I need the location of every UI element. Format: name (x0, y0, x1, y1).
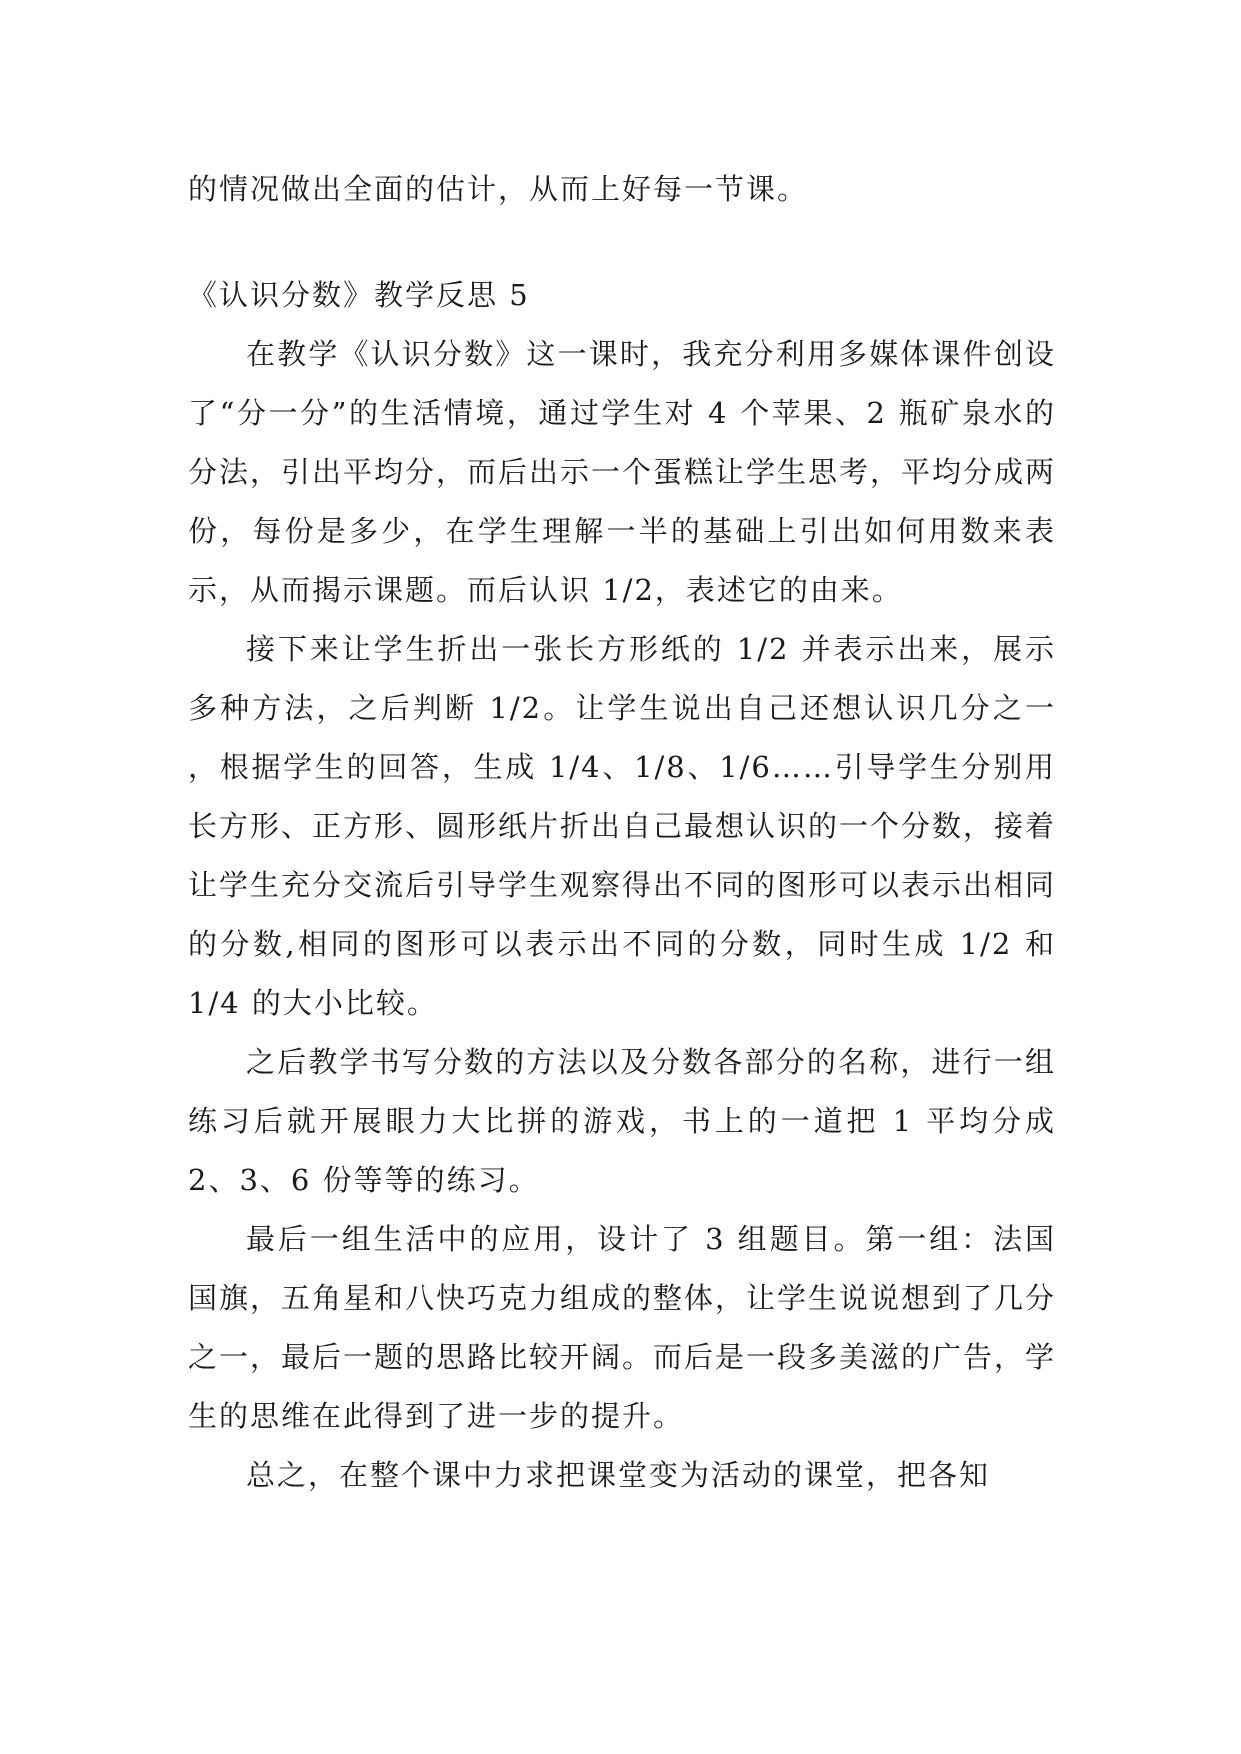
body-paragraph-4: 最后一组生活中的应用，设计了 3 组题目。第一组：法国国旗，五角星和八快巧克力组成的整体，让学生说说想到了几分之一，最后一题的思路比较开阔。而后是一段多美滋的广告，学生的思维在此得到了进一步的提升。 (188, 1222, 1057, 1433)
body-paragraph-3: 之后教学书写分数的方法以及分数各部分的名称，进行一组练习后就开展眼力大比拼的游戏，书上的一道把 1 平均分成 2、3、6 份等等的练习。 (188, 1045, 1056, 1197)
section-title: 《认识分数》教学反思 5 (188, 278, 530, 312)
lead-paragraph: 的情况做出全面的估计，从而上好每一节课。 (188, 172, 809, 206)
body-paragraph-5: 总之，在整个课中力求把课堂变为活动的课堂，把各知 (246, 1458, 991, 1492)
document-body (188, 160, 1056, 1505)
body-paragraph-1: 在教学《认识分数》这一课时，我充分利用多媒体课件创设了“分一分”的生活情境，通过学生对 4 个苹果、2 瓶矿泉水的分法，引出平均分，而后出示一个蛋糕让学生思考，平均分成两份，每份是多少，在学生理解一半的基础上引出如何用数来表示，从而揭示课题。而后认识 1/2，表述它的由来。 (188, 337, 1057, 607)
body-paragraph-2: 接下来让学生折出一张长方形纸的 1/2 并表示出来，展示多种方法，之后判断 1/2。让学生说出自己还想认识几分之一 ，根据学生的回答，生成 1/4、1/8、1/6……引导学生分别用长方形、正方形、圆形纸片折出自己最想认识的一个分数，接着让学生充分交流后引导学生观察得出不同的图形可以表示出相同的分数,相同的图形可以表示出不同的分数，同时生成 1/2 和 1/4 的大小比较。 (188, 632, 1057, 1020)
